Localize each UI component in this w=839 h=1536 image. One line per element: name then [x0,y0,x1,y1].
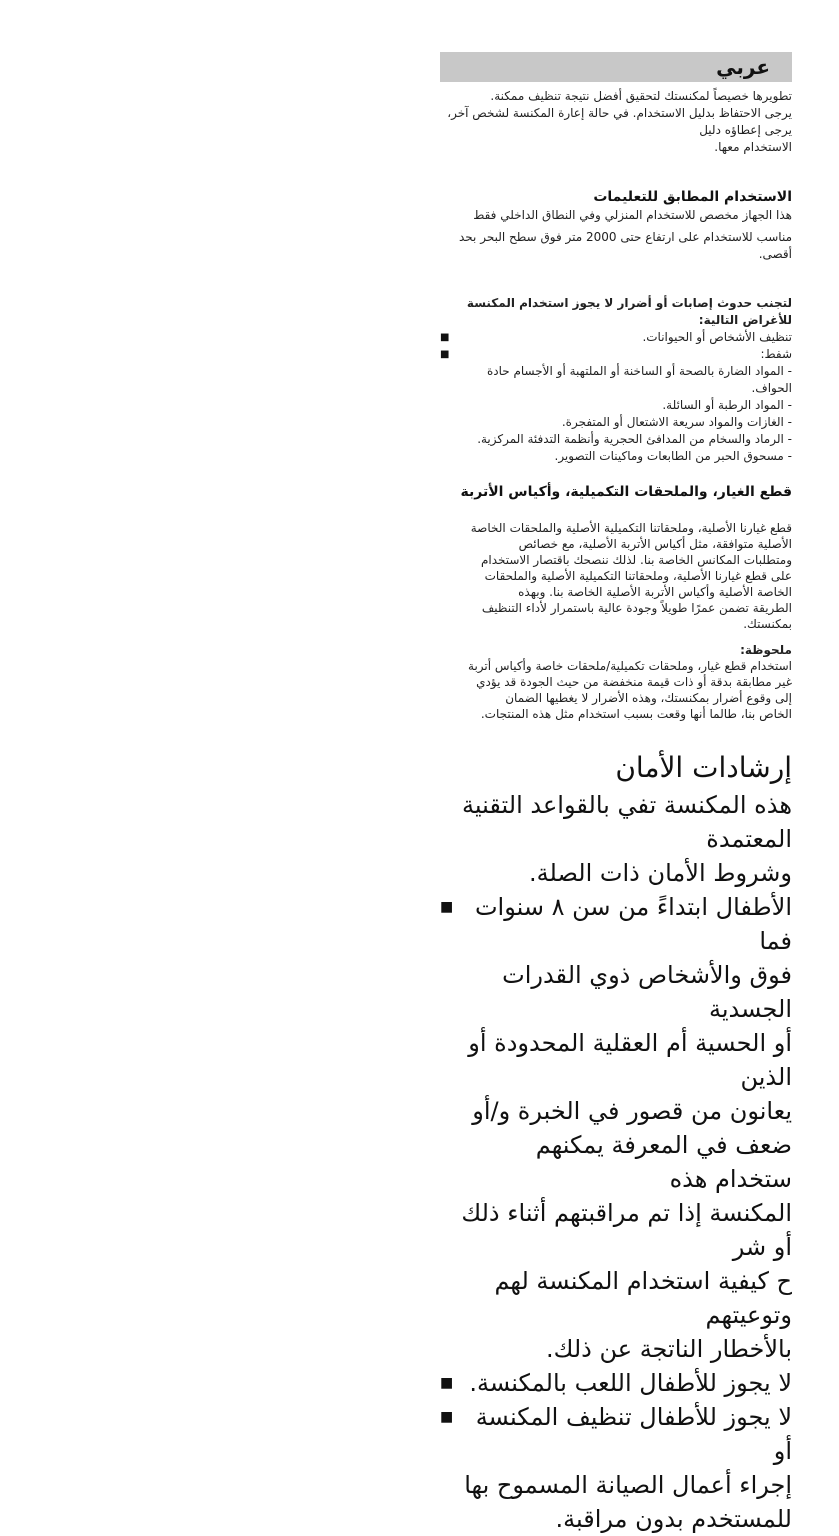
language-label: عربي [716,55,770,79]
language-header [440,52,792,82]
note-label: ملحوظة: [740,643,792,657]
safety-intro: هذه المكنسة تفي بالقواعد التقنية المعتمدة [462,791,792,853]
bullet-icon: ■ [440,1409,454,1425]
safety-item1-line: يعانون من قصور في الخبرة و/أو [472,1097,792,1125]
page-column [440,52,792,1536]
intro-line: يرجى الاحتفاظ بدليل الاستخدام. في حالة إعارة المكنسة لشخص آخر، يرجى إعطاؤه دليل [447,106,792,137]
note-line: غير مطابقة بدقة أو ذات قيمة منخفضة من حيث الجودة قد يؤدي [476,675,792,689]
safety-title: إرشادات الأمان [615,751,792,784]
parts-line: الطريقة تضمن عمرًا طويلاً وجودة عالية باستمرار لأداء التنظيف [481,601,792,615]
safety-item3-line: إجراء أعمال الصيانة المسموح بها [464,1471,792,1499]
intro-line: الاستخدام معها. [714,140,792,154]
avoid-title: لتجنب حدوث إصابات أو أضرار لا يجوز استخدام المكنسة للأغراض التالية: [466,296,792,327]
safety-intro: وشروط الأمان ذات الصلة. [529,859,792,887]
bullet-icon: ■ [440,1375,454,1391]
proper-use-line: هذا الجهاز مخصص للاستخدام المنزلي وفي النطاق الداخلي فقط [473,208,792,222]
safety-item1-line: ضعف في المعرفة يمكنهم ستخدام هذه [535,1131,792,1193]
parts-line: ومتطلبات المكانس الخاصة بنا. لذلك ننصحك باقتصار الاستخدام [480,553,792,567]
proper-use-line: مناسب للاستخدام على ارتفاع حتى 2000 متر فوق سطح البحر بحد أقصى. [459,230,792,261]
parts-line: على قطع غيارنا الأصلية، وملحقاتنا التكميلية الأصلية والملحقات [484,569,792,583]
safety-item3-line: لا يجوز للأطفال تنظيف المكنسة أو [475,1403,792,1465]
safety-item1-line: المكنسة إذا تم مراقبتهم أثناء ذلك أو شر [461,1199,792,1261]
parts-title: قطع الغيار، والملحقات التكميلية، وأكياس الأتربة [460,484,792,500]
safety-item1-line: فوق والأشخاص ذوي القدرات الجسدية [502,961,792,1023]
safety-item1-line: بالأخطار الناتجة عن ذلك. [545,1335,792,1363]
avoid-sub: - المواد الضارة بالصحة أو الساخنة أو الملتهبة أو الأجسام حادة الحواف. [486,364,792,395]
safety-item1-line: ح كيفية استخدام المكنسة لهم وتوعيتهم [494,1267,792,1329]
avoid-sub: - المواد الرطبة أو السائلة. [662,398,792,412]
parts-line: قطع غيارنا الأصلية، وملحقاتنا التكميلية الأصلية والملحقات الخاصة [470,521,792,535]
safety-item1-line: الأطفال ابتداءً من سن ٨ سنوات فما [474,893,792,955]
safety-item2-line: لا يجوز للأطفال اللعب بالمكنسة. [469,1369,792,1397]
avoid-sub: - الغازات والمواد سريعة الاشتعال أو المتفجرة. [561,415,792,429]
safety-item-3 [440,1400,792,1536]
parts-line: الأصلية متوافقة، مثل أكياس الأتربة الأصلية، مع خصائص [518,537,792,551]
note-line: الخاص بنا، طالما أنها وقعت بسبب استخدام مثل هذه المنتجات. [480,707,792,721]
safety-item3-line: للمستخدم بدون مراقبة. [555,1505,792,1533]
safety-item-2 [440,1366,792,1400]
safety-item-1 [440,890,792,1366]
parts-line: الخاصة الأصلية وأكياس الأتربة الأصلية الخاصة بنا. وبهذه [518,585,792,599]
avoid-bullet: شفط: [760,347,792,361]
bullet-icon: ■ [440,899,454,915]
avoid-bullet: تنظيف الأشخاص أو الحيوانات. [642,330,792,344]
proper-use-title: الاستخدام المطابق للتعليمات [593,189,792,205]
bullet-icon: ■ [440,349,450,360]
avoid-sub: - مسحوق الحبر من الطابعات وماكينات التصوير. [554,449,792,463]
avoid-bullet-item [440,329,792,346]
intro-line: تطويرها خصيصاً لمكنستك لتحقيق أفضل نتيجة تنظيف ممكنة. [490,89,792,103]
avoid-sub: - الرماد والسخام من المدافئ الحجرية وأنظمة التدفئة المركزية. [477,432,792,446]
safety-item1-line: أو الحسية أم العقلية المحدودة أو الذين [468,1029,792,1091]
bullet-icon: ■ [440,332,450,343]
avoid-bullet-item [440,346,792,363]
parts-line: بمكنستك. [743,617,792,631]
note-line: استخدام قطع غيار، وملحقات تكميلية/ملحقات خاصة وأكياس أتربة [468,659,792,673]
note-line: إلى وقوع أضرار بمكنستك، وهذه الأضرار لا يغطيها الضمان [505,691,792,705]
